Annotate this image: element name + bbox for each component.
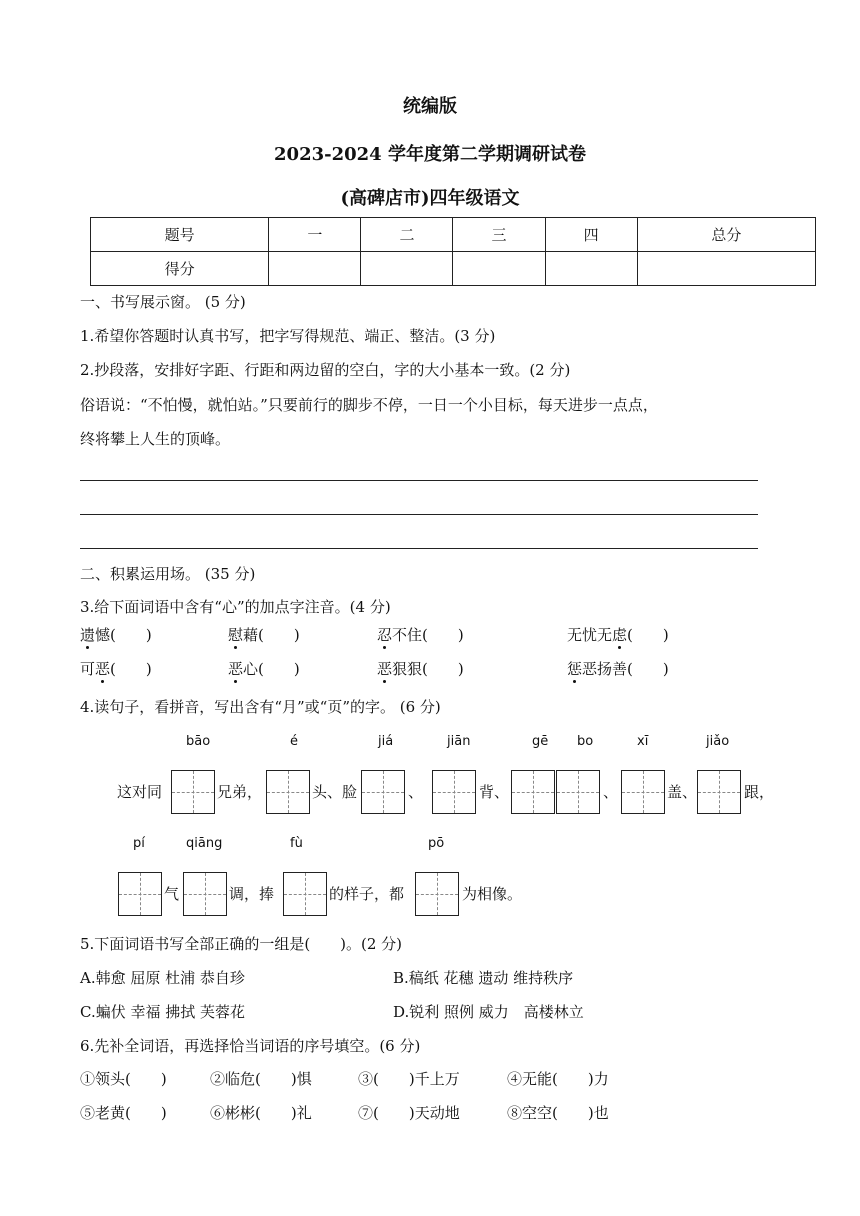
score-cell[interactable]	[637, 252, 815, 286]
sentence-text: 、	[603, 783, 619, 801]
q3-item[interactable]: 遗憾( )	[80, 626, 152, 644]
sentence-text: 为相像。	[462, 885, 523, 903]
character-box[interactable]	[361, 770, 405, 814]
q3-item[interactable]: 可恶( )	[80, 660, 152, 678]
question-1: 1.希望你答题时认真书写，把字写得规范、端正、整洁。(3 分)	[80, 327, 496, 345]
q3-item[interactable]: 无忧无虑( )	[567, 626, 669, 644]
q5-option-d[interactable]: D.锐利 照例 威力 高楼林立	[393, 1003, 584, 1021]
section2-heading: 二、积累运用场。 (35 分)	[80, 565, 256, 583]
section1-heading: 一、书写展示窗。 (5 分)	[80, 293, 246, 311]
question-3: 3.给下面词语中含有“心”的加点字注音。(4 分)	[80, 598, 391, 616]
sentence-text: 、	[408, 783, 424, 801]
score-cell[interactable]	[453, 252, 545, 286]
q5-option-a[interactable]: A.韩愈 屈原 杜浦 恭自珍	[80, 969, 245, 987]
question-5: 5.下面词语书写全部正确的一组是( )。(2 分)	[80, 935, 403, 953]
score-cell[interactable]	[361, 252, 453, 286]
pinyin: jiá	[378, 734, 394, 749]
q6-item[interactable]: ⑧空空( )也	[507, 1104, 609, 1122]
sentence-text: 的样子，都	[329, 885, 405, 903]
character-box[interactable]	[183, 872, 227, 916]
character-box[interactable]	[118, 872, 162, 916]
score-table-header-cell: 二	[361, 218, 453, 252]
writing-line[interactable]	[80, 514, 758, 515]
sentence-text: 气	[164, 885, 180, 903]
score-table-header-cell: 总分	[637, 218, 815, 252]
character-box[interactable]	[266, 770, 310, 814]
q5-option-b[interactable]: B.稿纸 花穗 遗动 维持秩序	[393, 969, 574, 987]
q3-item[interactable]: 恶心( )	[228, 660, 300, 678]
pinyin: jiǎo	[706, 734, 730, 749]
q3-item[interactable]: 惩恶扬善( )	[567, 660, 669, 678]
score-table	[90, 217, 816, 286]
question-6: 6.先补全词语，再选择恰当词语的序号填空。(6 分)	[80, 1037, 421, 1055]
pinyin: xī	[637, 734, 649, 749]
passage-line-2: 终将攀上人生的顶峰。	[80, 430, 231, 448]
pinyin: fù	[290, 836, 303, 851]
q6-item[interactable]: ②临危( )惧	[210, 1070, 312, 1088]
q6-item[interactable]: ③( )千上万	[358, 1070, 460, 1088]
q6-item[interactable]: ⑦( )天动地	[358, 1104, 460, 1122]
q6-item[interactable]: ⑤老黄( )	[80, 1104, 167, 1122]
character-box[interactable]	[697, 770, 741, 814]
q6-item[interactable]: ⑥彬彬( )礼	[210, 1104, 312, 1122]
q3-item[interactable]: 恶狠狠( )	[377, 660, 464, 678]
score-cell[interactable]	[545, 252, 637, 286]
character-box[interactable]	[283, 872, 327, 916]
score-table-header-cell: 题号	[91, 218, 269, 252]
writing-line[interactable]	[80, 480, 758, 481]
exam-title: 2023-2024 学年度第二学期调研试卷	[274, 144, 586, 165]
pinyin: pí	[133, 836, 145, 851]
character-box[interactable]	[171, 770, 215, 814]
sentence-text: 盖、	[667, 783, 698, 801]
pinyin: pō	[428, 836, 445, 851]
sentence-text: 这对同	[117, 783, 163, 801]
character-box[interactable]	[621, 770, 665, 814]
question-2: 2.抄段落，安排好字距、行距和两边留的空白，字的大小基本一致。(2 分)	[80, 361, 571, 379]
pinyin: jiān	[447, 734, 471, 749]
sentence-text: 背、	[479, 783, 510, 801]
score-table-header-cell: 三	[453, 218, 545, 252]
q6-item[interactable]: ④无能( )力	[507, 1070, 609, 1088]
sentence-text: 头、脸	[312, 783, 358, 801]
q3-item[interactable]: 慰藉( )	[228, 626, 300, 644]
pinyin: qiāng	[186, 836, 223, 851]
question-4: 4.读句子，看拼音，写出含有“月”或“页”的字。 (6 分)	[80, 698, 441, 716]
writing-line[interactable]	[80, 548, 758, 549]
score-table-score-row	[91, 252, 816, 286]
score-row-label: 得分	[91, 252, 269, 286]
character-box[interactable]	[511, 770, 555, 814]
pinyin: bāo	[186, 734, 211, 749]
passage-line-1: 俗语说：“不怕慢，就怕站。”只要前行的脚步不停，一日一个小目标，每天进步一点点，	[80, 396, 658, 414]
exam-edition: 统编版	[403, 96, 457, 117]
character-box[interactable]	[432, 770, 476, 814]
score-table-header-cell: 四	[545, 218, 637, 252]
character-box[interactable]	[556, 770, 600, 814]
q6-item[interactable]: ①领头( )	[80, 1070, 167, 1088]
score-table-header-row	[91, 218, 816, 252]
score-table-header-cell: 一	[269, 218, 361, 252]
character-box[interactable]	[415, 872, 459, 916]
exam-subtitle: (高碑店市)四年级语文	[340, 188, 520, 209]
score-cell[interactable]	[269, 252, 361, 286]
pinyin: gē	[532, 734, 549, 749]
q5-option-c[interactable]: C.蝙伏 幸福 拂拭 芙蓉花	[80, 1003, 246, 1021]
pinyin: bo	[577, 734, 594, 749]
pinyin: é	[290, 734, 298, 749]
sentence-text: 调，捧	[229, 885, 275, 903]
q3-item[interactable]: 忍不住( )	[377, 626, 464, 644]
sentence-text: 跟，	[744, 783, 775, 801]
sentence-text: 兄弟，	[217, 783, 263, 801]
